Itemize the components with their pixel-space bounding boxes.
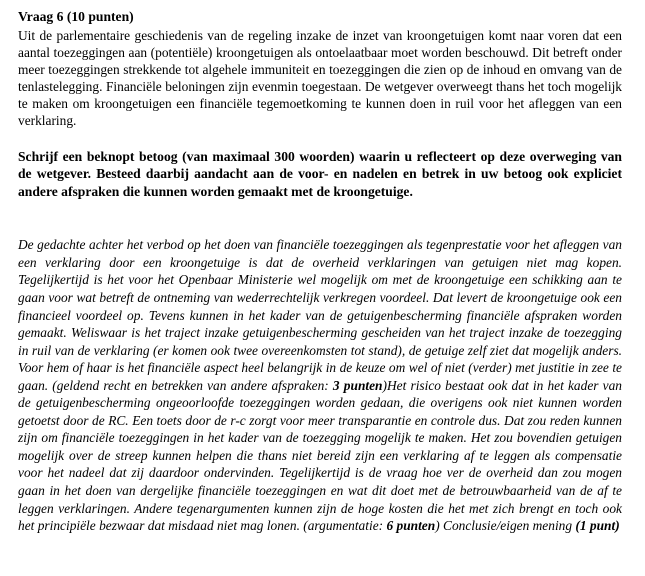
answer-text-part-1: De gedachte achter het verbod op het doen van financiële toezeggingen als tegenprestatie voor het afleggen van een verklaring door een kroongetuige is dat de overheid verklaringen van getuigen niet mag kopen. Tegelijkertijd is het voor het Openbaar Ministerie wel mogelijk om met de kroongetuige een schikking aan te gaan voor wat betreft de ontneming van wederrechtelijk verkregen voordeel. Dat levert de kroongetuige ook een financieel voordeel op. Tevens kunnen in het kader van de getuigenbescherming financiële afspraken worden gemaakt. Weliswaar is het traject inzake getuigenbescherming gescheiden van het traject inzake de toezegging in ruil van de verklaring (er komen ook twee overeenkomsten tot stand), de getuige zelf ziet dat mogelijk anders. Voor hem of haar is het financiële aspect heel belangrijk in de keuze om wel of niet (verder) met justitie in zee te gaan. (geldend recht en betrekken van andere afspraken: bbox=[18, 237, 622, 393]
answer-text-part-3: ) Conclusie/eigen mening bbox=[435, 518, 576, 534]
score-argumentation: 6 punten bbox=[386, 518, 436, 534]
question-task: Schrijf een beknopt betoog (van maximaal 300 woorden) waarin u reflecteert op deze overweging van de wetgever. Besteed daarbij aandacht aan de voor- en nadelen en betrek in uw betoog ook expliciet andere afspraken die kunnen worden gemaakt met de kroongetuige. bbox=[18, 148, 622, 199]
exam-page bbox=[18, 8, 622, 535]
question-intro: Uit de parlementaire geschiedenis van de regeling inzake de inzet van kroongetuigen komt naar voren dat een aantal toezeggingen aan (potentiële) kroongetuigen als ontoelaatbaar moet worden beschouwd. Dit betreft onder meer toezeggingen strekkende tot algehele immuniteit en toezeggingen die zien op de inhoud en omvang van de tenlastelegging. Financiële beloningen zijn evenmin toegestaan. De wetgever overweegt thans het toch mogelijk te maken om kroongetuigen een financiële tegemoetkoming te kunnen doen in ruil voor het afleggen van een verklaring. bbox=[18, 28, 622, 129]
answer-text-part-2: )Het risico bestaat ook dat in het kader van de getuigenbescherming ongeoorloofde toezeggingen worden gedaan, die overigens ook niet kunnen worden getoetst door de RC. Een toets door de r-c zorgt voor meer transparantie en controle dus. Dat zou reden kunnen zijn om financiële toezeggingen in het kader van de toezegging mogelijk te maken. Het zou bovendien getuigen mogelijk over de streep kunnen helpen die thans niet bereid zijn een verklaring af te leggen als compensatie voor het nadeel dat zij daardoor ondervinden. Tegelijkertijd is de vraag hoe ver de overheid dan zou mogen gaan in het doen van dergelijke financiële toezeggingen en wat dit doet met de betrouwbaarheid van de af te leggen verklaringen. Andere tegenargumenten kunnen zijn de hoge kosten die het met zich brengt en toch ook het principiële bezwaar dat misdaad niet mag lonen. (argumentatie: bbox=[18, 377, 622, 534]
model-answer bbox=[18, 236, 622, 534]
score-conclusion: (1 punt) bbox=[575, 518, 620, 534]
score-legal-framework: 3 punten bbox=[332, 377, 383, 393]
question-heading: Vraag 6 (10 punten) bbox=[18, 9, 134, 24]
